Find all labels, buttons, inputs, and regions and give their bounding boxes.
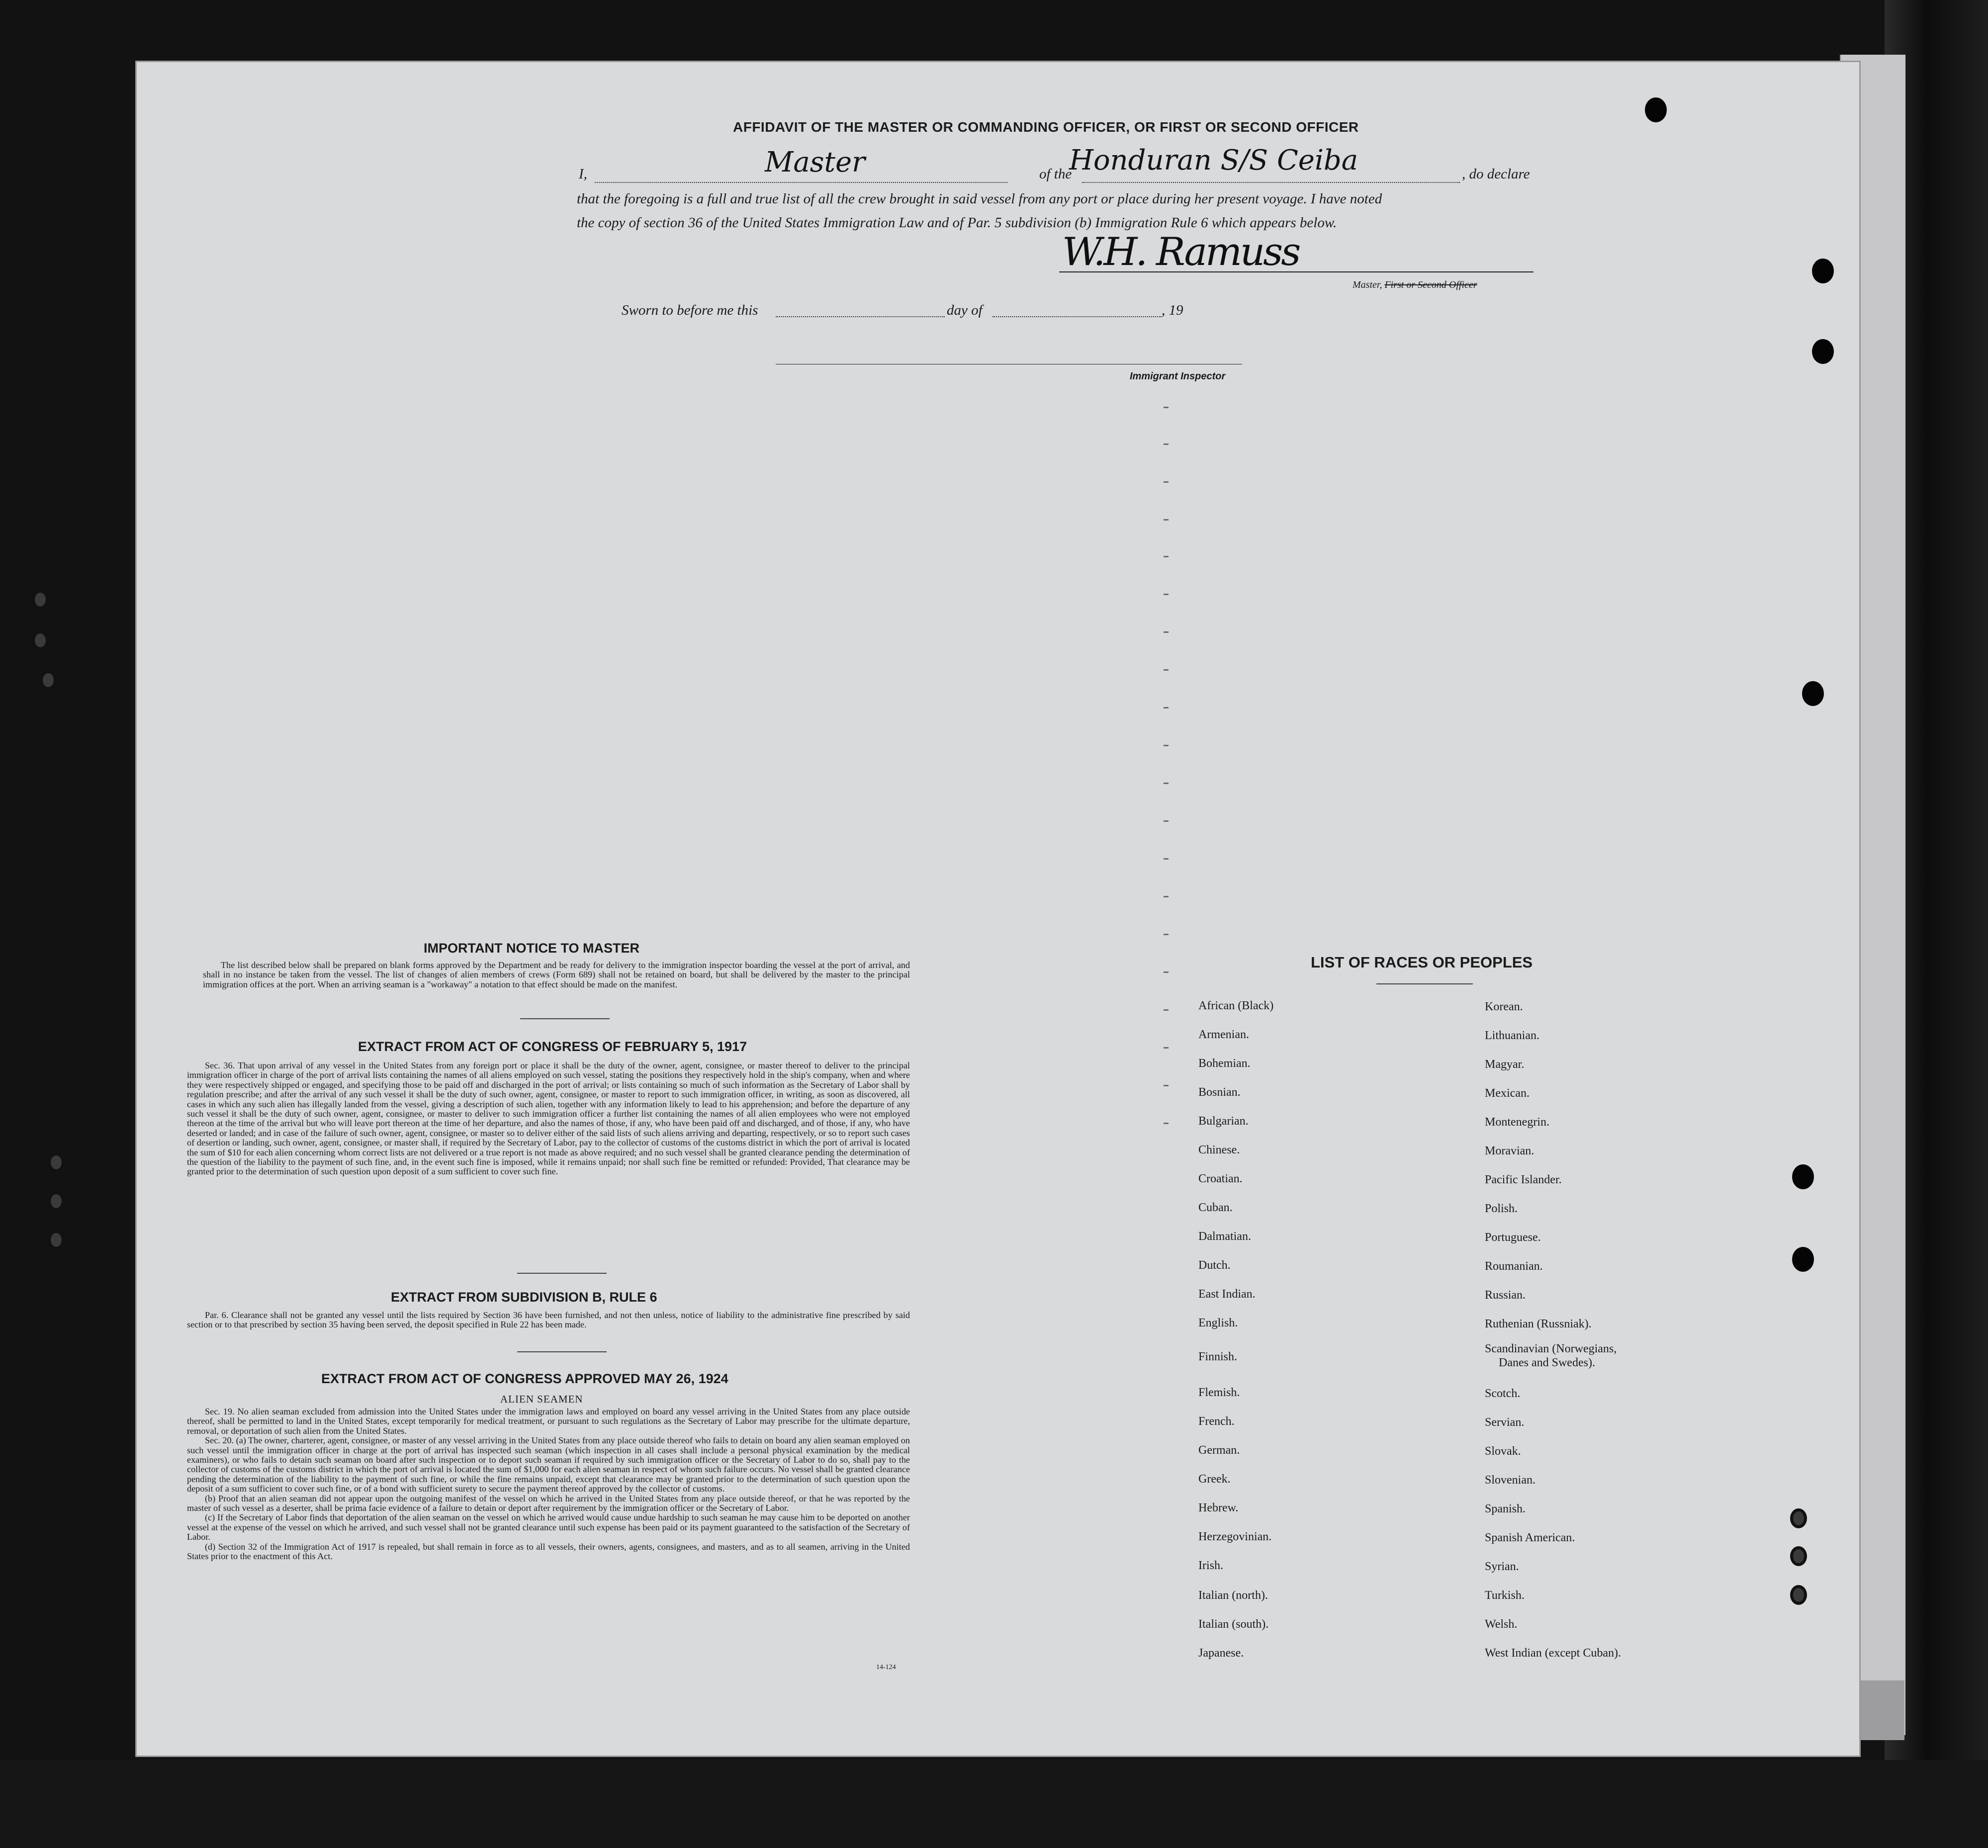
faint-mark (1164, 896, 1169, 897)
faint-mark (1164, 1009, 1169, 1011)
name-blank (595, 182, 1007, 183)
race-item: Pacific Islander. (1485, 1173, 1562, 1186)
race-item: Turkish. (1485, 1589, 1525, 1602)
faint-mark (1164, 820, 1169, 822)
faint-mark (1164, 971, 1169, 973)
punch-hole (1812, 259, 1834, 283)
races-title-underline (1376, 983, 1473, 984)
alien-seamen-subtitle: ALIEN SEAMEN (500, 1393, 583, 1405)
extract-rule6-title: EXTRACT FROM SUBDIVISION B, RULE 6 (391, 1290, 657, 1305)
race-item: Magyar. (1485, 1058, 1525, 1071)
faint-mark (1164, 783, 1169, 784)
signature-line (1059, 271, 1534, 272)
rivet-hole (32, 590, 49, 610)
race-item: Finnish. (1198, 1350, 1238, 1363)
race-item: Hebrew. (1198, 1501, 1239, 1514)
sec20d-text: (d) Section 32 of the Immigration Act of 1917 is repealed, but shall remain in force as to all vessels, their owners, agents, consignees, and masters, and as to all seamen, arriving in the United States prior to the enactment of this Act. (187, 1541, 910, 1562)
sec20c-text: (c) If the Secretary of Labor finds that deportation of the alien seaman on the vessel on which he arrived would cause undue hardship to such seaman he may cause him to be deported on another vessel at the expense of the vessel on which he arrived, and such vessel shall not be granted clearance until such expense has been paid or its payment guaranteed to the satisfaction of the Secretary of Labor. (187, 1512, 910, 1542)
race-item: French. (1198, 1415, 1235, 1428)
race-item: Lithuanian. (1485, 1029, 1539, 1042)
sworn-year: , 19 (1162, 302, 1183, 318)
race-item: Cuban. (1198, 1201, 1233, 1214)
punch-hole (1645, 97, 1667, 122)
extract-1924-body (187, 1407, 910, 1676)
race-item: Polish. (1485, 1202, 1518, 1215)
punch-hole (1792, 1164, 1814, 1189)
punch-hole (1812, 339, 1834, 364)
race-item: Slovak. (1485, 1445, 1521, 1458)
race-item: Herzegovinian. (1198, 1530, 1272, 1543)
rivet-hole (48, 1152, 65, 1172)
affidavit-line-3: the copy of section 36 of the United States Immigration Law and of Par. 5 subdivision (b) Immigration Rule 6 which appears below. (577, 215, 1337, 231)
sworn-label: Sworn to before me this (622, 302, 758, 318)
sec20b-text: (b) Proof that an alien seaman did not appear upon the outgoing manifest of the vessel on which he arrived in the United States from any place outside thereof, or that he was reported by the master of such vessel as a deserter, shall be prima facie evidence of a failure to detain or deport after requirement by the immigration officer or the Secretary of Labor. (187, 1493, 910, 1513)
race-item: Chinese. (1198, 1144, 1240, 1156)
race-item: Italian (north). (1198, 1589, 1268, 1602)
race-item: Italian (south). (1198, 1618, 1269, 1631)
signer-title-struck: First or Second Officer (1384, 279, 1477, 290)
affidavit-i: I, (579, 166, 587, 182)
race-item: Welsh. (1485, 1618, 1518, 1631)
signer-title (1353, 279, 1477, 291)
section-divider (517, 1273, 607, 1274)
affidavit-declare: , do declare (1462, 166, 1530, 182)
extract-rule6-text: Par. 6. Clearance shall not be granted any vessel until the lists required by Section 36 have been furnished, and not then unless, notice of liability to the administrative fine prescribed by said section or to that prescribed by section 35 having been served, the deposit specified in Rule 22 has been made. (187, 1311, 910, 1330)
faint-mark (1164, 594, 1169, 595)
race-item: Spanish American. (1485, 1531, 1575, 1544)
affidavit-title: AFFIDAVIT OF THE MASTER OR COMMANDING OFFICER, OR FIRST OR SECOND OFFICER (733, 119, 1359, 135)
punch-hole (1802, 681, 1824, 706)
race-item: Armenian. (1198, 1028, 1249, 1041)
race-item: German. (1198, 1444, 1240, 1457)
notice-text: The list described below shall be prepared on blank forms approved by the Department and be ready for delivery to the immigration inspector boarding the vessel at the port of arrival, and shall in no instance be taken from the vessel. The list of changes of alien members of crews (Form 689) shall not be retained on board, but shall be delivered by the master to the principal immigration offices at the port. When an arriving seaman is a "workaway" a notation to that effect should be made on the manifest. (203, 961, 910, 989)
race-item: Spanish. (1485, 1502, 1526, 1515)
race-item: Irish. (1198, 1559, 1223, 1572)
rivet-hole (1790, 1585, 1807, 1605)
race-item: Mexican. (1485, 1087, 1530, 1100)
rivet-hole (40, 670, 57, 690)
rivet-hole (1790, 1508, 1807, 1528)
faint-mark (1164, 519, 1169, 521)
handwritten-vessel: Honduran S/S Ceiba (1069, 144, 1358, 176)
faint-mark (1164, 1085, 1169, 1086)
notice-title: IMPORTANT NOTICE TO MASTER (424, 941, 639, 956)
race-item: African (Black) (1198, 999, 1274, 1012)
race-item: Ruthenian (Russniak). (1485, 1318, 1592, 1330)
faint-mark (1164, 707, 1169, 708)
race-item: English. (1198, 1317, 1238, 1329)
section-divider (517, 1351, 607, 1352)
faint-mark (1164, 934, 1169, 935)
rivet-hole (1790, 1546, 1807, 1566)
faint-mark (1164, 631, 1169, 633)
inspector-label: Immigrant Inspector (1130, 371, 1226, 382)
race-item: Scotch. (1485, 1387, 1521, 1400)
race-item: Portuguese. (1485, 1231, 1541, 1244)
race-item: Greek. (1198, 1473, 1231, 1486)
race-item: Russian. (1485, 1289, 1526, 1302)
form-number: 14-124 (876, 1664, 896, 1671)
sworn-day-blank (776, 316, 945, 317)
race-item: Servian. (1485, 1416, 1525, 1429)
race-item: Japanese. (1198, 1647, 1244, 1660)
faint-mark (1164, 556, 1169, 557)
section-divider (520, 1018, 610, 1019)
race-item: Roumanian. (1485, 1260, 1543, 1273)
faint-mark (1164, 407, 1169, 408)
races-title: LIST OF RACES OR PEOPLES (1311, 954, 1533, 971)
master-signature: W.H. Ramuss (1062, 230, 1299, 274)
handwritten-master: Master (765, 146, 865, 178)
race-item: Montenegrin. (1485, 1116, 1549, 1129)
faint-mark (1164, 745, 1169, 746)
race-item: Moravian. (1485, 1144, 1535, 1157)
extract-1917-body (187, 1061, 910, 1264)
faint-mark (1164, 669, 1169, 671)
race-item: Danes and Swedes). (1499, 1356, 1595, 1369)
race-item: Dalmatian. (1198, 1230, 1251, 1243)
extract-1917-title: EXTRACT FROM ACT OF CONGRESS OF FEBRUARY 5, 1917 (358, 1039, 747, 1054)
race-item: Croatian. (1198, 1172, 1243, 1185)
race-item: Bohemian. (1198, 1057, 1251, 1070)
punch-hole (1792, 1247, 1814, 1272)
race-item: Korean. (1485, 1000, 1523, 1013)
vessel-blank (1082, 182, 1460, 183)
signer-title-master: Master, (1353, 279, 1385, 290)
race-item: Bulgarian. (1198, 1115, 1249, 1128)
race-item: Syrian. (1485, 1560, 1519, 1573)
extract-1924-title: EXTRACT FROM ACT OF CONGRESS APPROVED MAY 26, 1924 (321, 1371, 728, 1386)
rivet-hole (48, 1191, 65, 1211)
faint-mark (1164, 858, 1169, 860)
faint-mark (1164, 481, 1169, 483)
race-item: West Indian (except Cuban). (1485, 1647, 1621, 1660)
affidavit-line-2: that the foregoing is a full and true list of all the crew brought in said vessel from any port or place during her present voyage. I have noted (577, 191, 1382, 207)
rivet-hole (32, 630, 49, 650)
race-item: Scandinavian (Norwegians, (1485, 1342, 1617, 1355)
race-item: East Indian. (1198, 1288, 1256, 1301)
extract-rule6-body (187, 1311, 910, 1341)
sworn-month-blank (993, 316, 1162, 317)
notice-body (203, 961, 910, 1006)
scanner-background-bottom (0, 1760, 1988, 1848)
faint-mark (1164, 1123, 1169, 1124)
race-item: Dutch. (1198, 1259, 1231, 1272)
sec20a-text: Sec. 20. (a) The owner, charterer, agent, consignee, or master of any vessel arriving in the United States from any place outside thereof who fails to detain on board any alien seaman employed on such vessel until the immigration officer in charge at the port of arrival has inspected such seaman (which inspection in all cases shall include a personal physical examination by the medical examiners), or who fails to detain such seaman on board after such inspection or to deport such seaman if required by such immigration officer or the Secretary of Labor to do so, shall pay to the collector of customs of the customs district in which the port of arrival is located the sum of $1,000 for each alien seaman in respect of whom such failure occurs. No vessel shall be granted clearance pending the determination of the liability to the payment of such fine, or while the fine remains unpaid, except that clearance may be granted prior to the determination of such question upon the deposit of a sum sufficient to cover such fine, or of a bond with sufficient surety to secure the payment thereof approved by the collector of customs. (187, 1435, 910, 1494)
sec19-text: Sec. 19. No alien seaman excluded from admission into the United States under the immigration laws and employed on board any vessel arriving in the United States from any place outside thereof, shall be permitted to land in the United States, except temporarily for medical treatment, or pursuant to such regulations as the Secretary of Labor may prescribe for the ultimate departure, removal, or deportation of such alien from the United States. (187, 1407, 910, 1436)
faint-mark (1164, 1047, 1169, 1049)
sworn-day-of: day of (947, 302, 983, 318)
faint-mark (1164, 443, 1169, 445)
race-item: Flemish. (1198, 1386, 1240, 1399)
rivet-hole (48, 1230, 65, 1250)
extract-1917-text: Sec. 36. That upon arrival of any vessel in the United States from any foreign port or place it shall be the duty of the owner, agent, consignee, or master thereof to deliver to the principal immigration officer in charge of the port of arrival lists containing the names of all aliens employed on such vessel, stating the positions they respectively hold in the ship's company, when and where they were respectively shipped or engaged, and specifying those to be paid off and discharged in the port of arrival; or lists containing so much of such information as the Secretary of Labor shall by regulation prescribe; and after the arrival of any such vessel it shall be the duty of such owner, agent, consignee, or master to report to such immigration officer, in writing, as soon as discovered, all cases in which any such alien has illegally landed from the vessel, giving a description of such alien, together with any information likely to lead to his apprehension; and before the departure of any such vessel it shall be the duty of such owner, agent, consignee, or master to deliver to such immigration officer a further list containing the names of all alien employees who were not employed thereon at the time of the arrival but who will leave port thereon at the time of her departure, and also the names of those, if any, who have been paid off and discharged, and of those, if any, who have deserted or landed; and in case of the failure of such owner, agent, consignee, or master so to deliver either of the said lists of such aliens arriving and departing, respectively, or so to report such cases of desertion or landing, such owner, agent, consignee, or master shall, if required by the Secretary of Labor, pay to the collector of customs of the customs district in which the port of arrival is located the sum of $10 for each alien concerning whom correct lists are not delivered or a true report is not made as above required; and no such vessel shall be granted clearance pending the determination of the question of the liability to the payment of such fine, and, in the event such fine is imposed, while it remains unpaid; nor shall such fine be remitted or refunded: Provided, That clearance may be granted prior to the determination of such question upon deposit of a sum sufficient to cover such fine. (187, 1061, 910, 1177)
affidavit-of-the: of the (1039, 166, 1072, 182)
race-item: Bosnian. (1198, 1086, 1241, 1099)
race-item: Slovenian. (1485, 1474, 1536, 1487)
